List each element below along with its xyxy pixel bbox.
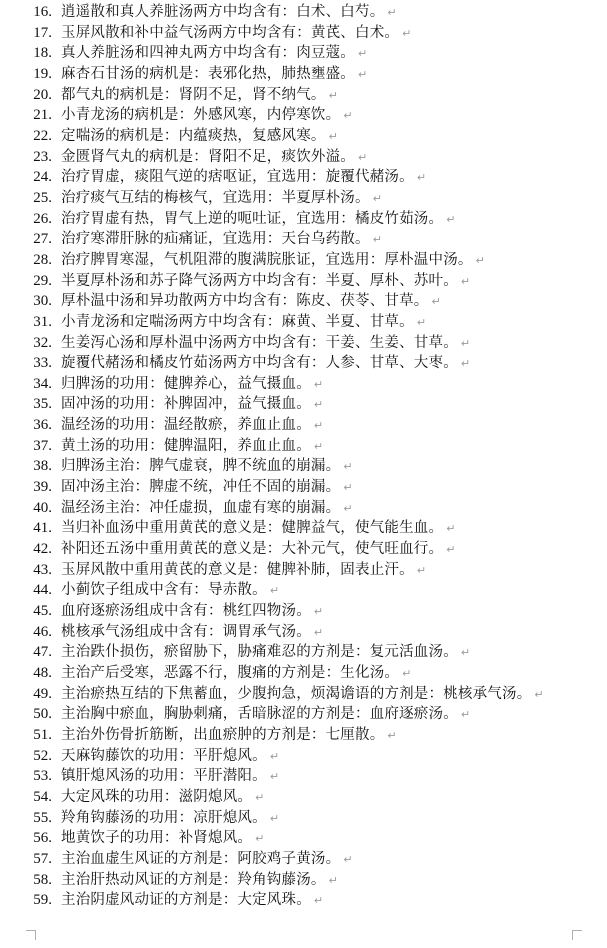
item-text: 治疗寒滞肝脉的疝痛证，宜选用：天台乌药散。 xyxy=(61,231,370,248)
paragraph-mark-icon: ↵ xyxy=(372,233,382,247)
list-item xyxy=(14,560,604,581)
item-number: 58. xyxy=(33,871,52,888)
item-text: 麻杏石甘汤的病机是：表邪化热，肺热壅盛。 xyxy=(61,65,355,82)
item-number: 33. xyxy=(33,355,52,372)
paragraph-mark-icon: ↵ xyxy=(343,852,353,866)
list-item xyxy=(14,725,604,746)
list-item xyxy=(14,105,604,126)
paragraph-mark-icon: ↵ xyxy=(446,522,456,536)
list-item xyxy=(14,209,604,230)
item-text: 逍遥散和真人养脏汤两方中均含有：白术、白芍。 xyxy=(61,4,385,20)
item-number: 46. xyxy=(33,623,52,640)
paragraph-mark-icon: ↵ xyxy=(460,357,471,371)
item-text: 补阳还五汤中重用黄芪的意义是：大补元气，使气旺血行。 xyxy=(61,541,444,558)
list-item xyxy=(14,229,604,250)
item-number: 49. xyxy=(33,685,52,702)
item-text: 镇肝熄风汤的功用：平肝潜阳。 xyxy=(61,768,267,785)
list-item xyxy=(14,271,604,292)
item-number: 27. xyxy=(33,231,52,248)
list-item xyxy=(14,622,604,643)
item-number: 16. xyxy=(33,4,52,20)
paragraph-mark-icon: ↵ xyxy=(255,790,265,804)
list-item xyxy=(14,766,604,787)
item-text: 生姜泻心汤和厚朴温中汤两方中均含有：干姜、生姜、甘草。 xyxy=(61,334,458,351)
item-number: 17. xyxy=(33,24,52,41)
list-item xyxy=(14,518,604,539)
item-number: 28. xyxy=(33,251,52,268)
item-number: 50. xyxy=(33,706,52,723)
item-text: 治疗脾胃寒湿，气机阻滞的腹满脘胀证，宜选用：厚朴温中汤。 xyxy=(61,251,473,268)
list-item xyxy=(14,312,604,333)
item-number: 24. xyxy=(33,169,52,186)
item-number: 18. xyxy=(33,45,52,62)
paragraph-mark-icon: ↵ xyxy=(343,460,353,474)
list-item xyxy=(14,64,604,85)
paragraph-mark-icon: ↵ xyxy=(328,873,338,887)
list-item xyxy=(14,787,604,808)
paragraph-mark-icon: ↵ xyxy=(343,109,353,123)
item-number: 44. xyxy=(33,582,52,599)
item-text: 都气丸的病机是：肾阴不足，肾不纳气。 xyxy=(61,86,326,103)
item-text: 治疗胃虚，痰阻气逆的痞呕证，宜选用：旋覆代赭汤。 xyxy=(61,169,414,186)
item-text: 固冲汤的功用：补脾固冲，益气摄血。 xyxy=(61,396,311,413)
list-item xyxy=(14,890,604,911)
item-text: 地黄饮子的功用：补肾熄风。 xyxy=(61,830,253,847)
list-item xyxy=(14,580,604,601)
paragraph-mark-icon: ↵ xyxy=(387,6,397,19)
item-text: 归脾汤主治：脾气虚衰，脾不统血的崩漏。 xyxy=(61,458,341,475)
item-text: 金匮肾气丸的病机是：肾阳不足，痰饮外溢。 xyxy=(61,148,355,165)
item-text: 半夏厚朴汤和苏子降气汤两方中均含有：半夏、厚朴、苏叶。 xyxy=(61,272,458,289)
list-item xyxy=(14,188,604,209)
paragraph-mark-icon: ↵ xyxy=(460,708,471,722)
list-item xyxy=(14,167,604,188)
item-text: 主治血虚生风证的方剂是：阿胶鸡子黄汤。 xyxy=(61,850,341,867)
list-item xyxy=(14,291,604,312)
list-item xyxy=(14,250,604,271)
list-item xyxy=(14,456,604,477)
paragraph-mark-icon: ↵ xyxy=(402,667,412,680)
paragraph-mark-icon: ↵ xyxy=(255,832,265,846)
item-text: 温经汤的功用：温经散瘀，养血止血。 xyxy=(61,417,311,434)
item-number: 48. xyxy=(33,665,52,681)
item-number: 26. xyxy=(33,210,52,227)
list-item xyxy=(14,43,604,64)
item-text: 羚角钩藤汤的功用：凉肝熄风。 xyxy=(61,809,267,826)
paragraph-mark-icon: ↵ xyxy=(313,419,324,433)
paragraph-mark-icon: ↵ xyxy=(343,501,353,515)
paragraph-mark-icon: ↵ xyxy=(313,625,324,639)
item-number: 36. xyxy=(33,417,52,434)
paragraph-mark-icon: ↵ xyxy=(431,295,441,309)
paragraph-mark-icon: ↵ xyxy=(328,88,338,102)
item-number: 47. xyxy=(33,644,52,661)
list-item xyxy=(14,85,604,106)
paragraph-mark-icon: ↵ xyxy=(387,728,397,742)
paragraph-mark-icon: ↵ xyxy=(269,749,280,763)
item-text: 黄土汤的功用：健脾温阳，养血止血。 xyxy=(61,437,311,454)
paragraph-mark-icon: ↵ xyxy=(416,171,427,185)
item-number: 21. xyxy=(33,107,52,124)
paragraph-mark-icon: ↵ xyxy=(358,150,368,164)
item-number: 52. xyxy=(33,747,52,764)
list-item xyxy=(14,353,604,374)
item-number: 29. xyxy=(33,272,52,289)
item-number: 53. xyxy=(33,768,52,785)
item-text: 旋覆代赭汤和橘皮竹茹汤两方中均含有：人参、甘草、大枣。 xyxy=(61,355,458,372)
paragraph-mark-icon: ↵ xyxy=(328,129,338,143)
item-number: 41. xyxy=(33,520,52,537)
item-number: 59. xyxy=(33,892,52,909)
item-text: 玉屏风散和补中益气汤两方中均含有：黄芪、白术。 xyxy=(61,24,400,41)
item-text: 定喘汤的病机是：内蕴痰热，复感风寒。 xyxy=(61,127,326,144)
item-text: 小蓟饮子组成中含有：导赤散。 xyxy=(61,582,267,599)
page-corner-mark-right xyxy=(572,930,582,940)
list-item xyxy=(14,415,604,436)
item-number: 56. xyxy=(33,830,52,847)
list-item xyxy=(14,477,604,498)
item-number: 32. xyxy=(33,334,52,351)
list-item xyxy=(14,849,604,870)
paragraph-mark-icon: ↵ xyxy=(313,398,324,412)
list-item xyxy=(14,663,604,684)
item-number: 20. xyxy=(33,86,52,103)
item-number: 45. xyxy=(33,603,52,620)
item-text: 固冲汤主治：脾虚不统，冲任不固的崩漏。 xyxy=(61,479,341,496)
paragraph-mark-icon: ↵ xyxy=(460,274,471,288)
item-text: 主治胸中瘀血，胸胁刺痛，舌暗脉涩的方剂是：血府逐瘀汤。 xyxy=(61,706,458,723)
item-text: 主治阴虚风动证的方剂是：大定风珠。 xyxy=(61,892,311,909)
paragraph-mark-icon: ↵ xyxy=(402,26,412,40)
item-number: 38. xyxy=(33,458,52,475)
item-text: 温经汤主治：冲任虚损，血虚有寒的崩漏。 xyxy=(61,499,341,516)
list-item xyxy=(14,23,604,44)
item-number: 23. xyxy=(33,148,52,165)
list-item xyxy=(14,2,604,23)
paragraph-mark-icon: ↵ xyxy=(358,47,368,61)
list-item xyxy=(14,126,604,147)
item-text: 主治跌仆损伤，瘀留胁下，胁痛难忍的方剂是：复元活血汤。 xyxy=(61,644,458,661)
item-text: 主治产后受寒，恶露不行，腹痛的方剂是：生化汤。 xyxy=(61,665,400,681)
item-number: 42. xyxy=(33,541,52,558)
item-number: 51. xyxy=(33,726,52,743)
paragraph-mark-icon: ↵ xyxy=(372,191,382,205)
list-item xyxy=(14,642,604,663)
item-text: 厚朴温中汤和异功散两方中均含有：陈皮、茯苓、甘草。 xyxy=(61,293,429,310)
item-number: 40. xyxy=(33,499,52,516)
item-text: 小青龙汤的病机是：外感风寒，内停寒饮。 xyxy=(61,107,341,124)
paragraph-mark-icon: ↵ xyxy=(460,646,471,660)
item-number: 35. xyxy=(33,396,52,413)
paragraph-mark-icon: ↵ xyxy=(343,481,353,495)
item-text: 当归补血汤中重用黄芪的意义是：健脾益气，使气能生血。 xyxy=(61,520,444,537)
item-number: 31. xyxy=(33,313,52,330)
item-text: 玉屏风散中重用黄芪的意义是：健脾补肺，固表止汗。 xyxy=(61,561,414,578)
item-number: 37. xyxy=(33,437,52,454)
paragraph-mark-icon: ↵ xyxy=(446,212,456,226)
item-text: 血府逐瘀汤组成中含有：桃红四物汤。 xyxy=(61,603,311,620)
list-item xyxy=(14,374,604,395)
item-number: 22. xyxy=(33,127,52,144)
item-text: 桃核承气汤组成中含有：调胃承气汤。 xyxy=(61,623,311,640)
paragraph-mark-icon: ↵ xyxy=(269,770,280,784)
item-text: 小青龙汤和定喘汤两方中均含有：麻黄、半夏、甘草。 xyxy=(61,313,414,330)
item-text: 主治外伤骨折筋断，出血瘀肿的方剂是：七厘散。 xyxy=(61,726,385,743)
list-item xyxy=(14,147,604,168)
page-corner-mark-left xyxy=(26,930,36,940)
item-number: 30. xyxy=(33,293,52,310)
item-number: 39. xyxy=(33,479,52,496)
paragraph-mark-icon: ↵ xyxy=(534,687,544,701)
list-item xyxy=(14,394,604,415)
list-item xyxy=(14,808,604,829)
list-item xyxy=(14,539,604,560)
item-text: 治疗痰气互结的梅核气，宜选用：半夏厚朴汤。 xyxy=(61,189,370,206)
item-text: 主治瘀热互结的下焦蓄血，少腹拘急，烦渴谵语的方剂是：桃核承气汤。 xyxy=(61,685,532,702)
list-item xyxy=(14,333,604,354)
paragraph-mark-icon: ↵ xyxy=(313,377,324,391)
paragraph-mark-icon: ↵ xyxy=(460,336,471,350)
item-text: 大定风珠的功用：滋阴熄风。 xyxy=(61,788,253,805)
list-item xyxy=(14,601,604,622)
paragraph-mark-icon: ↵ xyxy=(475,253,485,267)
item-number: 55. xyxy=(33,809,52,826)
item-number: 54. xyxy=(33,788,52,805)
paragraph-mark-icon: ↵ xyxy=(313,894,324,908)
paragraph-mark-icon: ↵ xyxy=(313,439,324,453)
paragraph-mark-icon: ↵ xyxy=(313,605,324,619)
list-item xyxy=(14,704,604,725)
item-text: 治疗胃虚有热，胃气上逆的呃吐证，宜选用：橘皮竹茹汤。 xyxy=(61,210,444,227)
item-number: 43. xyxy=(33,561,52,578)
list-item xyxy=(14,870,604,891)
item-text: 真人养脏汤和四神丸两方中均含有：肉豆蔻。 xyxy=(61,45,355,62)
item-text: 天麻钩藤饮的功用：平肝熄风。 xyxy=(61,747,267,764)
paragraph-mark-icon: ↵ xyxy=(358,67,368,81)
paragraph-mark-icon: ↵ xyxy=(269,811,280,825)
item-text: 主治肝热动风证的方剂是：羚角钩藤汤。 xyxy=(61,871,326,888)
item-number: 57. xyxy=(33,850,52,867)
item-text: 归脾汤的功用：健脾养心，益气摄血。 xyxy=(61,375,311,392)
list-item xyxy=(14,498,604,519)
paragraph-mark-icon: ↵ xyxy=(269,584,280,598)
paragraph-mark-icon: ↵ xyxy=(446,543,456,557)
paragraph-mark-icon: ↵ xyxy=(416,563,427,577)
numbered-list xyxy=(14,2,604,911)
list-item xyxy=(14,436,604,457)
list-item xyxy=(14,746,604,767)
item-number: 25. xyxy=(33,189,52,206)
item-number: 19. xyxy=(33,65,52,82)
paragraph-mark-icon: ↵ xyxy=(416,315,427,329)
list-item xyxy=(14,828,604,849)
item-number: 34. xyxy=(33,375,52,392)
list-item xyxy=(14,684,604,705)
